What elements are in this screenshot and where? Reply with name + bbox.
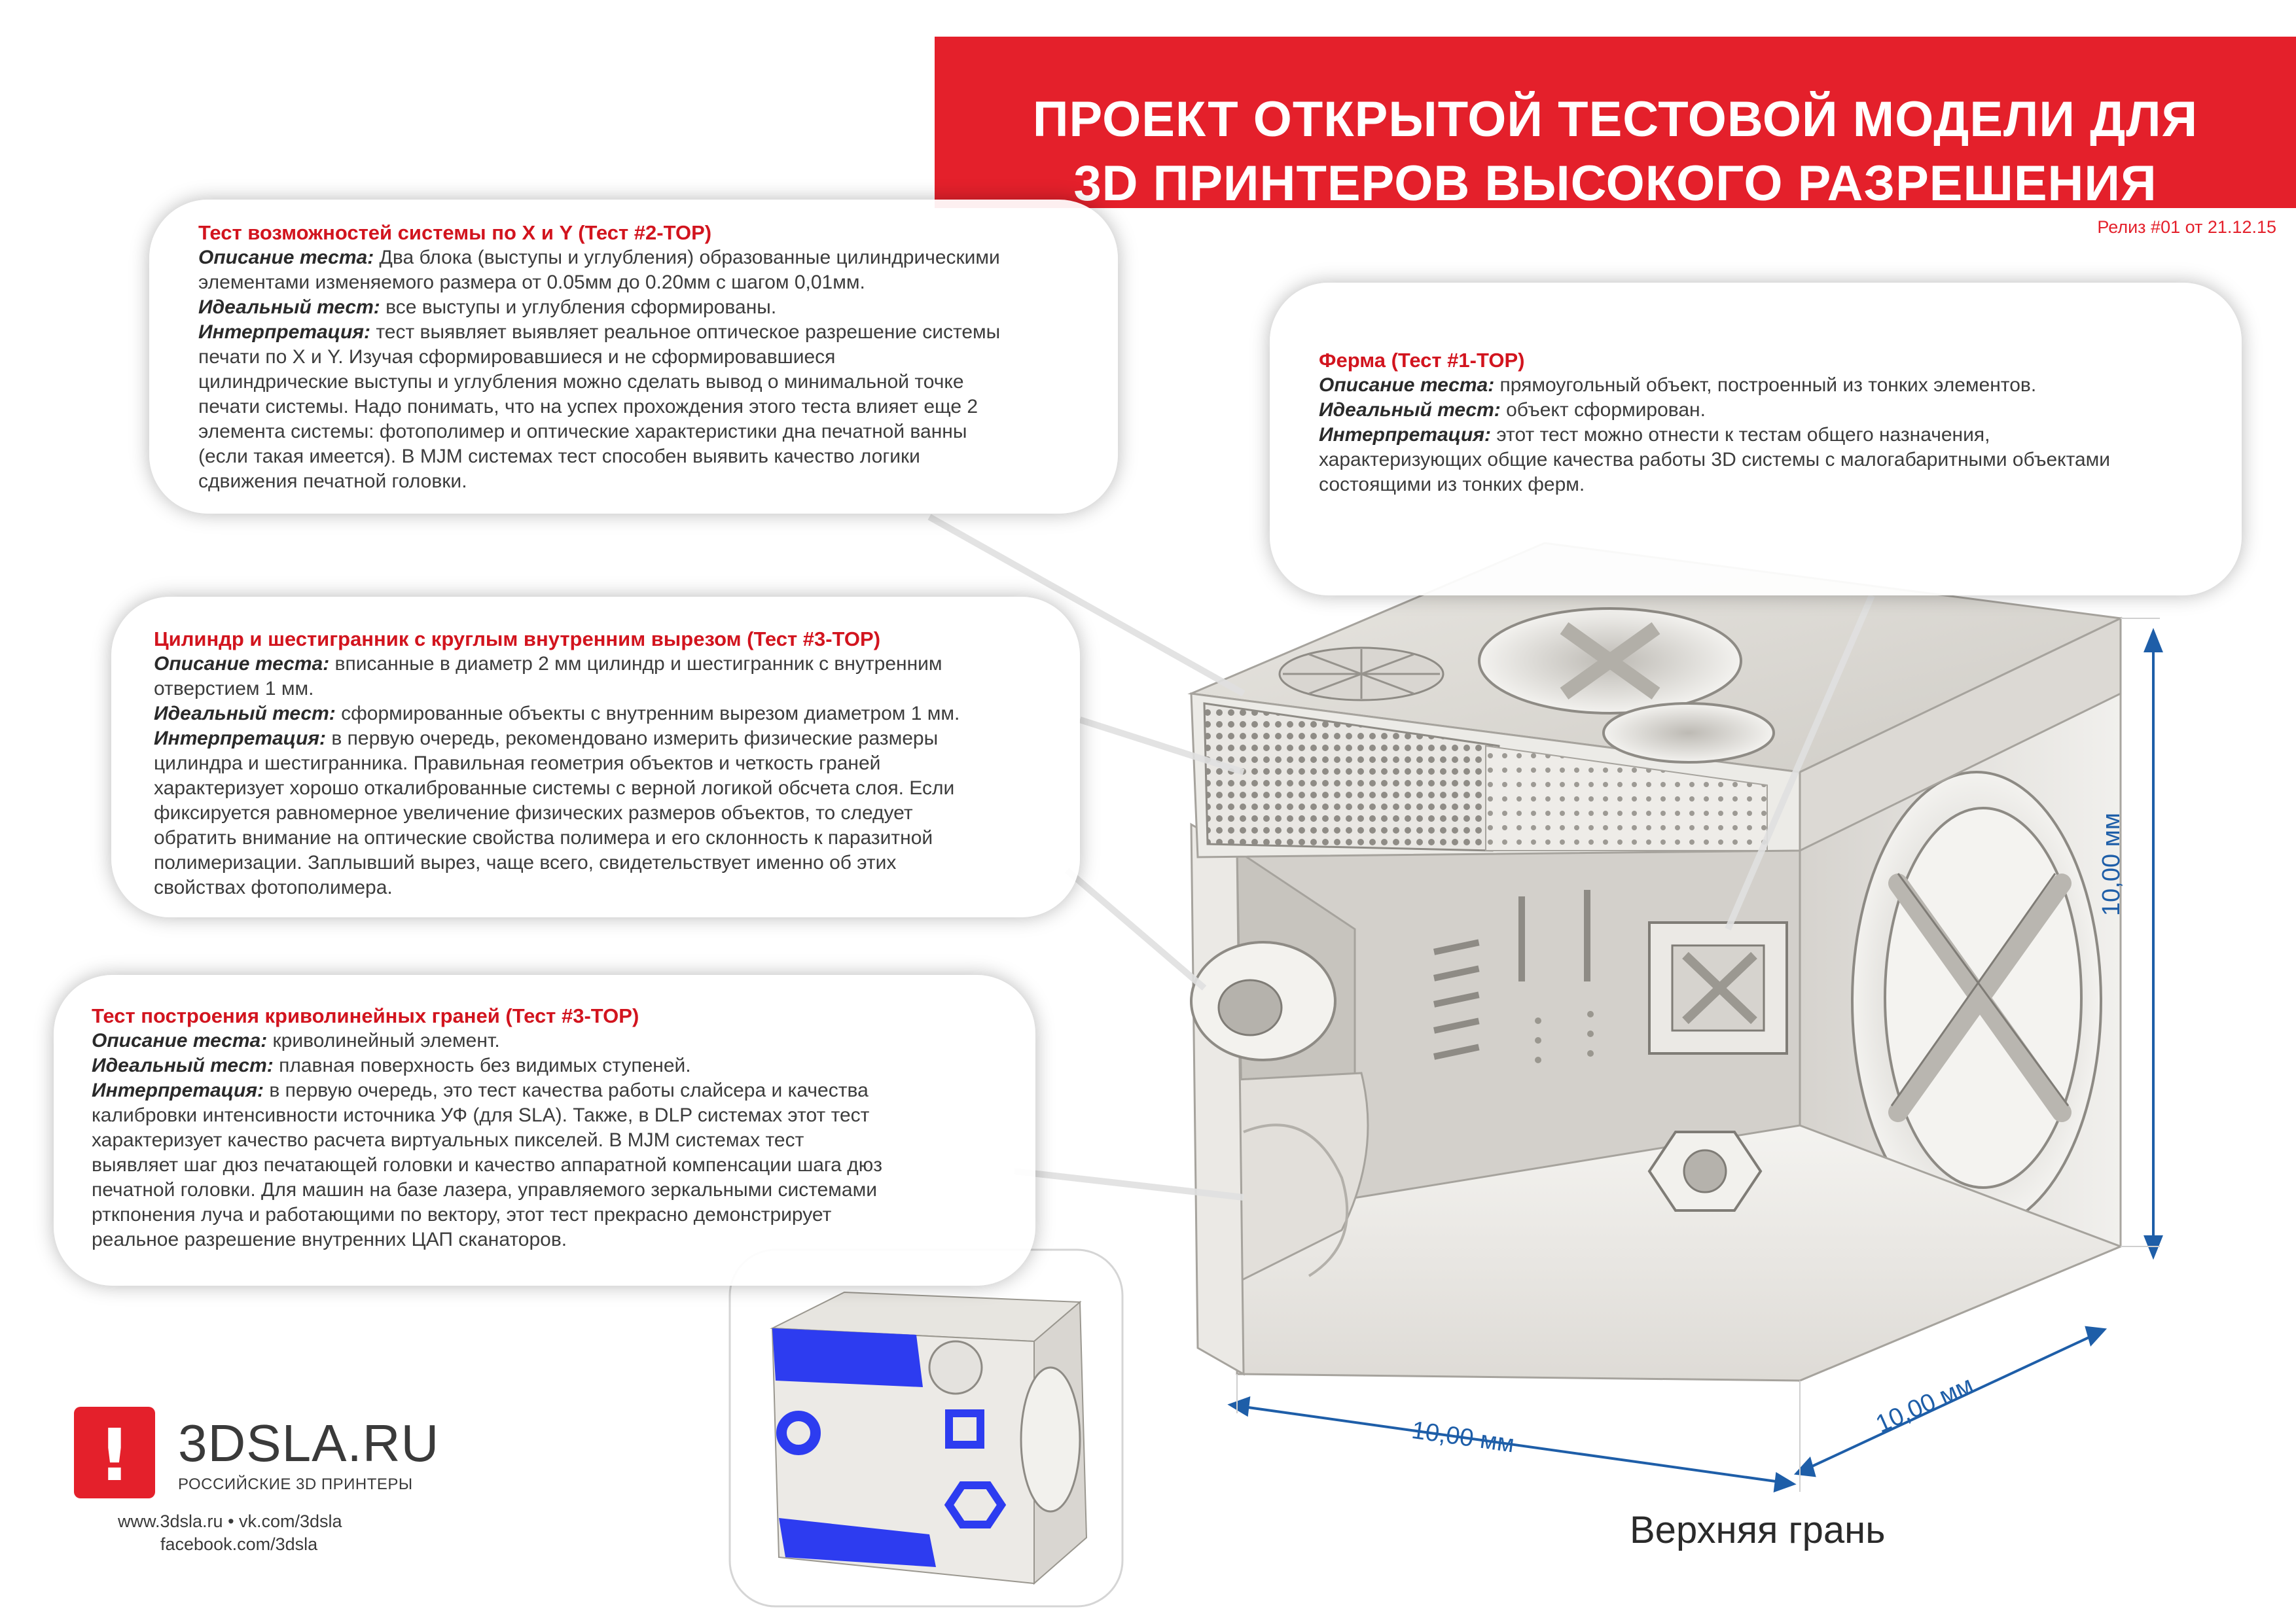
xy-interpretation-label: Интерпретация: xyxy=(198,321,371,343)
truss-interpretation-line-1: этот тест можно отнести к тестам общего назначения, xyxy=(1496,424,1990,446)
xy-interpretation-line-4: печати системы. Надо понимать, что на успех прохождения этого теста влияет еще 2 xyxy=(198,396,978,417)
dimension-height-label: 10,00 мм xyxy=(2098,813,2125,916)
brand-link-facebook[interactable]: facebook.com/3dsla xyxy=(160,1534,318,1554)
cylinder-ideal-label: Идеальный тест: xyxy=(154,703,336,724)
cylinder-interpretation-line-3: характеризует хорошо откалиброванные системы с верной логикой обсчета слоя. Если xyxy=(154,777,955,799)
cylinder-test-title: Цилиндр и шестигранник с круглым внутренним вырезом (Тест #3-TOP) xyxy=(154,627,881,650)
xy-ideal-label: Идеальный тест: xyxy=(198,296,380,318)
curve-description-label: Описание теста: xyxy=(92,1030,268,1051)
xy-ideal-text: все выступы и углубления сформированы. xyxy=(386,296,777,318)
title-line-1: ПРОЕКТ ОТКРЫТОЙ ТЕСТОВОЙ МОДЕЛИ ДЛЯ xyxy=(1032,92,2198,147)
header-banner xyxy=(935,37,2296,211)
truss-interpretation-line-3: состоящими из тонких ферм. xyxy=(1319,474,1585,495)
truss-description-text: прямоугольный объект, построенный из тонких элементов. xyxy=(1499,374,2037,396)
brand-subtitle: РОССИЙСКИЕ 3D ПРИНТЕРЫ xyxy=(178,1475,413,1493)
curve-interpretation-label: Интерпретация: xyxy=(92,1080,264,1101)
curve-interpretation-line-5: печатной головки. Для машин на базе лазера, управляемого зеркальными системами xyxy=(92,1179,877,1201)
cylinder-description-label: Описание теста: xyxy=(154,653,330,675)
cylinder-description-line-1: вписанные в диаметр 2 мм цилиндр и шестигранник с внутренним xyxy=(334,653,942,675)
cylinder-description-line-2: отверстием 1 мм. xyxy=(154,678,314,699)
brand-links-web-vk[interactable]: www.3dsla.ru • vk.com/3dsla xyxy=(118,1511,342,1531)
truss-ideal-label: Идеальный тест: xyxy=(1319,399,1501,421)
exclamation-logo-icon: ! xyxy=(74,1407,155,1498)
cylinder-interpretation-line-1: в первую очередь, рекомендовано измерить физические размеры xyxy=(331,728,939,749)
xy-test-title: Тест возможностей системы по X и Y (Тест #2-TOP) xyxy=(198,221,712,244)
top-face-label: Верхняя грань xyxy=(1630,1509,1886,1551)
xy-interpretation-line-5: элемента системы: фотополимер и оптические характеристики дна печатной ванны xyxy=(198,421,967,442)
page-title xyxy=(935,88,2296,216)
curve-interpretation-line-1: в первую очередь, это тест качества работы слайсера и качества xyxy=(269,1080,869,1101)
cylinder-interpretation-label: Интерпретация: xyxy=(154,728,327,749)
bubble-cylinder-test xyxy=(111,597,1080,917)
curve-interpretation-line-6: рткпонения луча и работающими по вектору, этот тест прекрасно демонстрирует xyxy=(92,1204,832,1226)
truss-interpretation-line-2: характеризующих общие качества работы 3D системы с малогабаритными объектами xyxy=(1319,449,2111,470)
xy-interpretation-line-6: (если такая имеется). В MJM системах тест способен выявить качество логики xyxy=(198,446,920,467)
curve-interpretation-line-7: реальное разрешение внутренних ЦАП сканаторов. xyxy=(92,1229,567,1250)
truss-ideal-text: объект сформирован. xyxy=(1506,399,1706,421)
cylinder-interpretation-line-6: полимеризации. Заплывший вырез, чаще всего, свидетельствует именно об этих xyxy=(154,852,897,874)
curve-ideal-text: плавная поверхность без видимых ступеней. xyxy=(279,1055,691,1076)
cylinder-interpretation-line-2: цилиндра и шестигранника. Правильная геометрия объектов и четкость граней xyxy=(154,752,881,774)
cylinder-interpretation-line-4: фиксируется равномерное увеличение физических размеров объектов, то следует xyxy=(154,802,913,824)
bubble-xy-test xyxy=(149,200,1118,514)
xy-interpretation-line-2: печати по X и Y. Изучая сформировавшиеся и не сформировавшиеся xyxy=(198,346,836,368)
curve-interpretation-line-2: калибровки интенсивности источника УФ (для SLA). Также, в DLP системах этот тест xyxy=(92,1104,870,1126)
curve-test-title: Тест построения криволинейных граней (Тест #3-TOP) xyxy=(92,1004,639,1027)
dimension-depth-label: 10,00 мм xyxy=(1872,1371,1978,1439)
curve-interpretation-line-4: выявляет шаг дюз печатающей головки и качество аппаратной компенсации шага дюз xyxy=(92,1154,882,1176)
curve-description-text: криволинейный элемент. xyxy=(272,1030,500,1051)
title-line-2: 3D ПРИНТЕРОВ ВЫСОКОГО РАЗРЕШЕНИЯ xyxy=(1073,156,2157,211)
xy-interpretation-line-1: тест выявляет выявляет реальное оптическое разрешение системы xyxy=(376,321,1001,343)
truss-description-label: Описание теста: xyxy=(1319,374,1495,396)
bubble-curve-test xyxy=(54,975,1035,1286)
xy-interpretation-line-3: цилиндрические выступы и углубления можно сделать вывод о минимальной точке xyxy=(198,371,964,393)
bubble-truss-test xyxy=(1270,283,2242,595)
xy-interpretation-line-7: сдвижения печатной головки. xyxy=(198,470,467,492)
release-label: Релиз #01 от 21.12.15 xyxy=(2097,217,2276,237)
cylinder-interpretation-line-5: обратить внимание на оптические свойства полимера и его склонность к паразитной xyxy=(154,827,933,849)
curve-ideal-label: Идеальный тест: xyxy=(92,1055,274,1076)
cylinder-interpretation-line-7: свойствах фотополимера. xyxy=(154,877,393,898)
brand-name: 3DSLA.RU xyxy=(178,1414,440,1472)
xy-description-label: Описание теста: xyxy=(198,247,374,268)
curve-interpretation-line-3: характеризует качество расчета виртуальных пикселей. В MJM системах тест xyxy=(92,1129,804,1151)
truss-interpretation-label: Интерпретация: xyxy=(1319,424,1492,446)
xy-description-line-2: элементами изменяемого размера от 0.05мм до 0.20мм с шагом 0,01мм. xyxy=(198,272,865,293)
truss-test-title: Ферма (Тест #1-TOP) xyxy=(1319,349,1525,372)
cylinder-ideal-text: сформированные объекты с внутренним вырезом диаметром 1 мм. xyxy=(341,703,960,724)
xy-description-line-1: Два блока (выступы и углубления) образованные цилиндрическими xyxy=(379,247,1000,268)
dimension-width-label: 10,00 мм xyxy=(1410,1417,1516,1458)
